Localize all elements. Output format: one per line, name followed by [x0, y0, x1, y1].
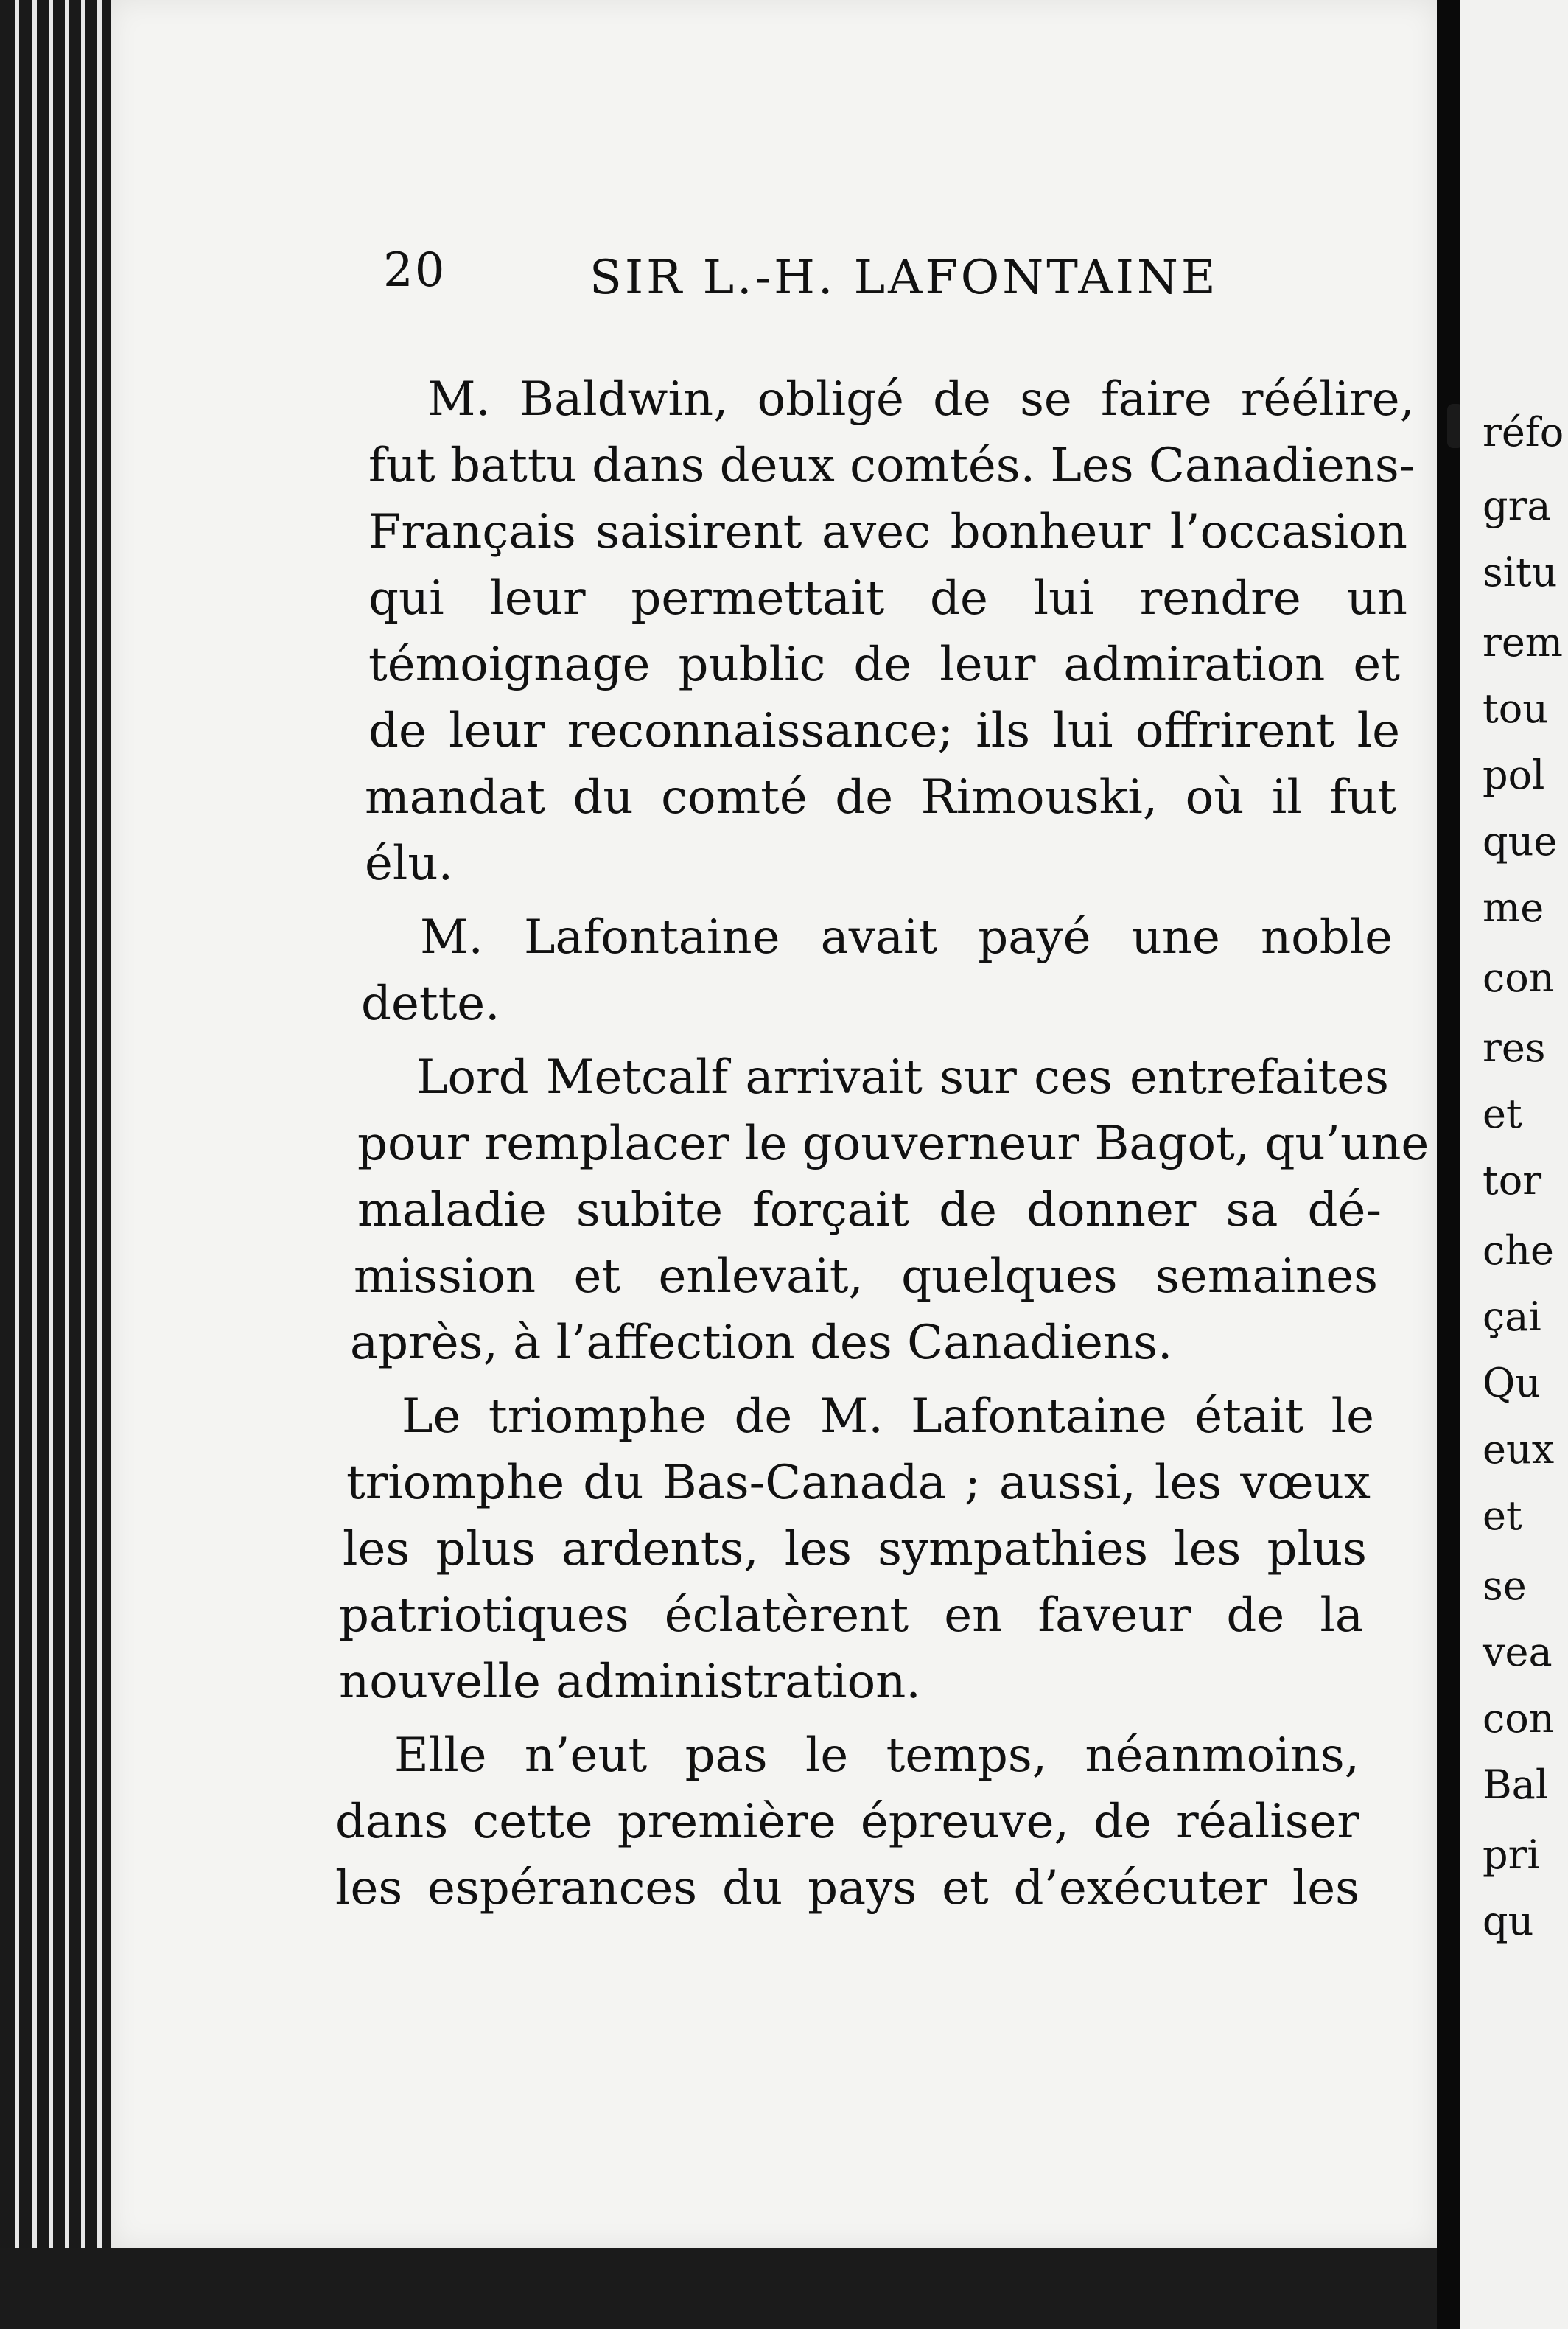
book-spine: [1437, 0, 1460, 2329]
facing-page-fragment: tou: [1483, 685, 1548, 732]
text-line: patriotiques éclatèrent en faveur de la: [339, 1588, 1363, 1643]
text-line: dans cette première épreuve, de réaliser: [335, 1795, 1359, 1849]
text-line: qui leur permettait de lui rendre un: [368, 571, 1407, 626]
text-line: triomphe du Bas-Canada ; aussi, les vœux: [346, 1456, 1371, 1510]
facing-page-fragment: se: [1483, 1562, 1527, 1609]
facing-page-fragment: qu: [1483, 1898, 1534, 1944]
facing-page-fragment: con: [1483, 1695, 1555, 1742]
text-line: dette.: [361, 977, 500, 1031]
text-line: M. Baldwin, obligé de se faire réélire,: [427, 372, 1415, 427]
facing-page-fragment: pol: [1483, 752, 1545, 798]
facing-page-fragment: che: [1483, 1227, 1554, 1274]
text-line: élu.: [365, 837, 453, 891]
facing-page-fragment: Qu: [1483, 1360, 1541, 1406]
facing-page-fragment: Bal: [1483, 1761, 1549, 1808]
text-line: Français saisirent avec bonheur l’occasion: [368, 505, 1407, 559]
page-number: 20: [383, 243, 447, 298]
text-line: pour remplacer le gouverneur Bagot, qu’une: [357, 1117, 1429, 1171]
facing-page-fragment: çai: [1483, 1293, 1541, 1340]
text-line: maladie subite forçait de donner sa dé-: [357, 1183, 1382, 1237]
facing-page-fragment: con: [1483, 954, 1555, 1001]
facing-page: [1460, 0, 1568, 2329]
text-line: les espérances du pays et d’exécuter les: [335, 1861, 1359, 1916]
facing-page-fragment: et: [1483, 1492, 1522, 1539]
facing-page-fragment: pri: [1483, 1832, 1540, 1878]
facing-page-fragment: me: [1483, 884, 1544, 931]
facing-page-fragment: tor: [1483, 1157, 1542, 1204]
facing-page-fragment: situ: [1483, 549, 1558, 596]
text-line: nouvelle administration.: [339, 1655, 921, 1709]
facing-page-fragment: réfo: [1483, 409, 1564, 455]
facing-page-fragment: eux: [1483, 1426, 1555, 1473]
facing-page-fragment: rem: [1483, 619, 1563, 666]
facing-page-fragment: et: [1483, 1091, 1522, 1137]
text-line: les plus ardents, les sympathies les plus: [343, 1522, 1367, 1576]
text-line: de leur reconnaissance; ils lui offrirent le: [368, 704, 1400, 758]
text-line: après, à l’affection des Canadiens.: [350, 1316, 1173, 1370]
text-line: Lord Metcalf arrivait sur ces entrefaites: [416, 1050, 1389, 1105]
facing-page-fragment: gra: [1483, 483, 1551, 529]
text-line: M. Lafontaine avait payé une noble: [420, 910, 1393, 965]
text-line: mission et enlevait, quelques semaines: [354, 1249, 1378, 1304]
facing-page-fragment: vea: [1483, 1629, 1553, 1675]
text-line: mandat du comté de Rimouski, où il fut: [365, 770, 1396, 825]
bottom-shadow: [0, 2248, 1444, 2329]
facing-page-fragment: que: [1483, 818, 1558, 865]
facing-page-fragment: res: [1483, 1024, 1546, 1071]
text-line: Le triomphe de M. Lafontaine était le: [402, 1389, 1374, 1444]
running-title: SIR L.-H. LAFONTAINE: [589, 251, 1219, 305]
text-line: fut battu dans deux comtés. Les Canadiens-: [368, 439, 1415, 493]
text-line: Elle n’eut pas le temps, néanmoins,: [394, 1728, 1359, 1783]
text-line: témoignage public de leur admiration et: [368, 638, 1400, 692]
